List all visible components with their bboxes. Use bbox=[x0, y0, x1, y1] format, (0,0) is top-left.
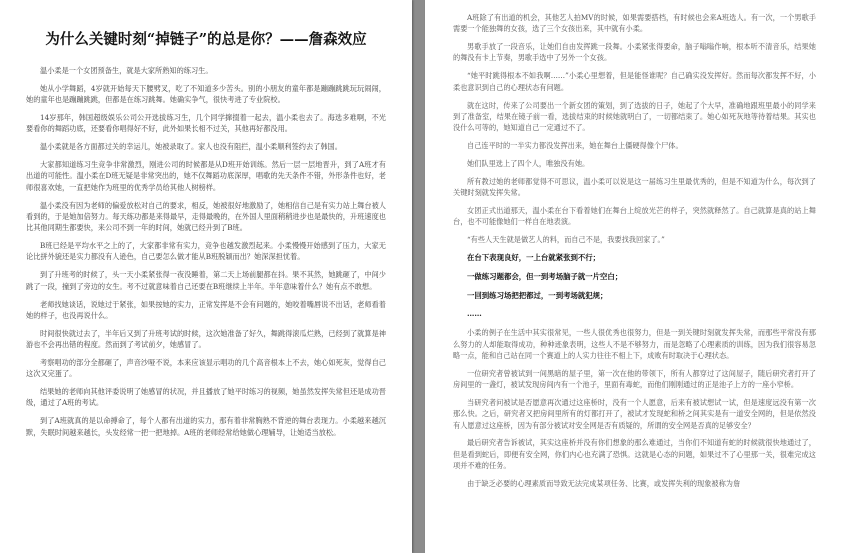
quote-paragraph: “有些人天生就是做艺人的料，而自己不是，我要找我回家了。” bbox=[467, 235, 665, 245]
paragraph: B班已经是平均水平之上的了，大家都非常有实力，竞争也越发激烈起来。小柔慢慢开始感到了压力，大家无论比拼外貌还是实力都没有人逊色，自己要怎么做才能从B班脱颖而出？她深深担忧着。 bbox=[26, 241, 386, 262]
bold-statement: …… bbox=[467, 309, 482, 319]
bold-statement: 一做练习题都会，但一到考场脑子就一片空白； bbox=[467, 271, 623, 281]
document-page-left bbox=[0, 0, 412, 553]
paragraph: 她们队里选上了四个人，唯独没有她。 bbox=[467, 158, 590, 168]
paragraph: 她从小学舞蹈，4岁就开始每天下腰劈叉，吃了不知道多少苦头。别的小朋友的童年都是蹦蹦跳跳玩玩闹闹，她的童年也是蹦蹦跳跳，但都是在练习跳舞。她确实争气，很快考进了专业院校。 bbox=[26, 83, 386, 105]
paragraph: 最后研究者告诉被试，其实这座桥并没有你们想象的那么难通过，当你们不知道有蛇的时候就很快地通过了，但是看到蛇后，即便有安全网，你们内心也充满了恐惧。这就是心态的问题，如果过不了心里那一关，很难完成这项并不难的任务。 bbox=[453, 438, 816, 471]
bold-statement: 一回到练习场把把都过，一到考场就犯规； bbox=[467, 290, 608, 300]
paragraph: 14岁那年，韩国超级娱乐公司公开选拔练习生，几个同学撺掇着一起去，温小柔也去了。海选多难啊，不光要看你的舞蹈功底，还要看你唱得好不好，此外如果长相不过关，其他再好都没用。 bbox=[26, 113, 386, 134]
paragraph: 温小柔就是各方面都过关的幸运儿，她被录取了。家人也没有阻拦，温小柔顺利签约去了韩国。 bbox=[40, 142, 342, 152]
paragraph: 所有教过她的老师都觉得不可思议，温小柔可以说是这一届练习生里最优秀的，但是不知道为什么，每次到了关键时刻就发挥失常。 bbox=[453, 176, 816, 198]
paragraph: 自己连平时的一半实力都没发挥出来，她在舞台上僵硬得像个尸体。 bbox=[467, 141, 683, 151]
paragraph: 温小柔没有因为老师的偏爱放松对自己的要求，相反，她被很好地激励了，她相信自己是有实力站上舞台被人看到的，于是她加倍努力。每天练功都是来得最早，走得最晚的，在外国人里面稍稍进步也是最快的，升班速度也比其他同期生都要快，来公司不到一年的时间，她就已经升到了B班。 bbox=[26, 200, 386, 233]
bold-statement: 在台下表现良好，一上台就紧张到不行； bbox=[467, 253, 601, 263]
paragraph: 当研究者问被试是否愿意再次通过这座桥时，没有一个人愿意，后来有被试想试一试，但是速度远没有第一次那么快。之后，研究者又把房间里所有的灯都打开了，被试才发现蛇和桥之间其实是有一道安全网的，但是依然没有人愿意过这座桥，因为有部分被试对安全网是否有质疑的，所谓的安全网是否真的足够安全？ bbox=[453, 397, 816, 430]
paragraph: 小柔的例子在生活中其实很常见，一些人很优秀也很努力，但是一到关键时刻就发挥失常，而那些平常没有那么努力的人却能取得成功，种种迹象表明，这些人不是不够努力，而是忽略了心理素质的训练，因为我们很容易忽略一点，能和自己站在同一个赛道上的人实力往往不相上下，成败有时取决于心理状态。 bbox=[453, 328, 816, 360]
paragraph: 时间很快就过去了，半年后又到了升班考试的时候，这次她准备了好久，舞跳得滚瓜烂熟，已经到了就算是神游也不会再出错的程度。然而到了考试前夕，她感冒了。 bbox=[26, 328, 386, 349]
paragraph: 到了升班考的时候了，头一天小柔紧张得一夜没睡着，第二天上场前腿都在抖。果不其然，她跳砸了，中间少跳了一段，撞到了旁边的女生。考不过就意味着自己还要在B班继续上半年。半年意味着什么？她有点不敢想。 bbox=[26, 270, 386, 291]
paragraph: 到了A班就真的是以命搏命了，每个人都有出道的实力，那有着非常胸熟不背逆的舞台表现力。小柔越来越沉默，失眠时间越来越长，头发经常一把一把地掉。A班的老师经常给她做心理辅导，让她适当放松。 bbox=[26, 416, 386, 437]
paragraph: A班除了有出道的机会，其他艺人拍MV的时候，如果需要搭档，有时候也会来A班选人。有一次，一个男歌手需要一个能独舞的女孩，选了三个女孩出来，其中就有小柔。 bbox=[453, 13, 816, 34]
paragraph: 老师找她谈话，说她过于紧张，如果按她的实力，正常发挥是不会有问题的，她咬着嘴唇说不出话，老师看着她的样子，也没再说什么。 bbox=[26, 299, 386, 320]
paragraph: 一位研究者曾被试到一间黑暗的屋子里，第一次在他的带领下，所有人都穿过了这间屋子，随后研究者打开了房间里的一盏灯，被试发现房间内有一个池子，里面有毒蛇，而他们刚刚通过的正是池子上方的一座小窄桥。 bbox=[453, 368, 816, 390]
paragraph: 结果她的老师向其他评委说明了她感冒的状况，并且播放了她平时练习的视频，她虽然发挥失常但还是成功晋级，通过了A班的考试。 bbox=[26, 387, 386, 408]
document-page-right bbox=[425, 0, 844, 553]
paragraph: 温小柔是一个女团预备生，就是大家所熟知的练习生。 bbox=[40, 66, 213, 75]
paragraph: 大家都知道练习生竞争非常激烈，刚进公司的时候都是从D班开始训练。然后一层一层地晋升，到了A班才有出道的可能性。温小柔在D班无疑是非常突出的，她不仅舞蹈功底深厚，唱歌的先天条件不错，外形条件也好，老师很喜欢她，一直把她作为班里的优秀学员给其他人树榜样。 bbox=[26, 160, 386, 192]
article-body-right bbox=[453, 12, 816, 489]
paragraph: 就在这时，传来了公司要出一个新女团的策划，到了选拔的日子，她起了个大早，准确地跟班里最小的同学来到了准备室，结果在镜子前一看，选拔结束的时候她就明白了，一切都结束了。她心如死灰地等待着结果。其实也没什么可等的，她知道自己一定通过不了。 bbox=[453, 100, 816, 133]
quote-paragraph: “她平时跳得根本不如我啊……”小柔心里想着，但是能怪谁呢？自己确实没发挥好。然而每次都发挥不好，小柔也意识到自己的心理状态有问题。 bbox=[453, 71, 816, 92]
paragraph: 由于缺乏必要的心理素质而导致无法完成某项任务、比赛，或发挥失利的现象被称为詹 bbox=[467, 478, 741, 488]
page-title: 为什么关键时刻“掉链子”的总是你？——詹森效应 bbox=[45, 31, 367, 48]
paragraph: 考察唱功的部分全都砸了，声音沙哑不说，本来应该显示唱功的几个高音根本上不去，她心如死灰，觉得自己这次又完蛋了。 bbox=[26, 357, 386, 379]
paragraph: 男歌手放了一段音乐，让她们自由发挥跳一段舞。小柔紧张得要命，脑子嗡嗡作响，根本听不清音乐，结果她的舞没有卡上节奏，男歌手选中了另外一个女孩。 bbox=[453, 42, 816, 63]
paragraph: 女团正式出道那天，温小柔在台下看着她们在舞台上绽放光芒的样子，突然就释然了。自己就算是真的站上舞台，也不可能像她们一样自在地表演。 bbox=[453, 206, 816, 227]
article-body-left bbox=[26, 65, 386, 438]
